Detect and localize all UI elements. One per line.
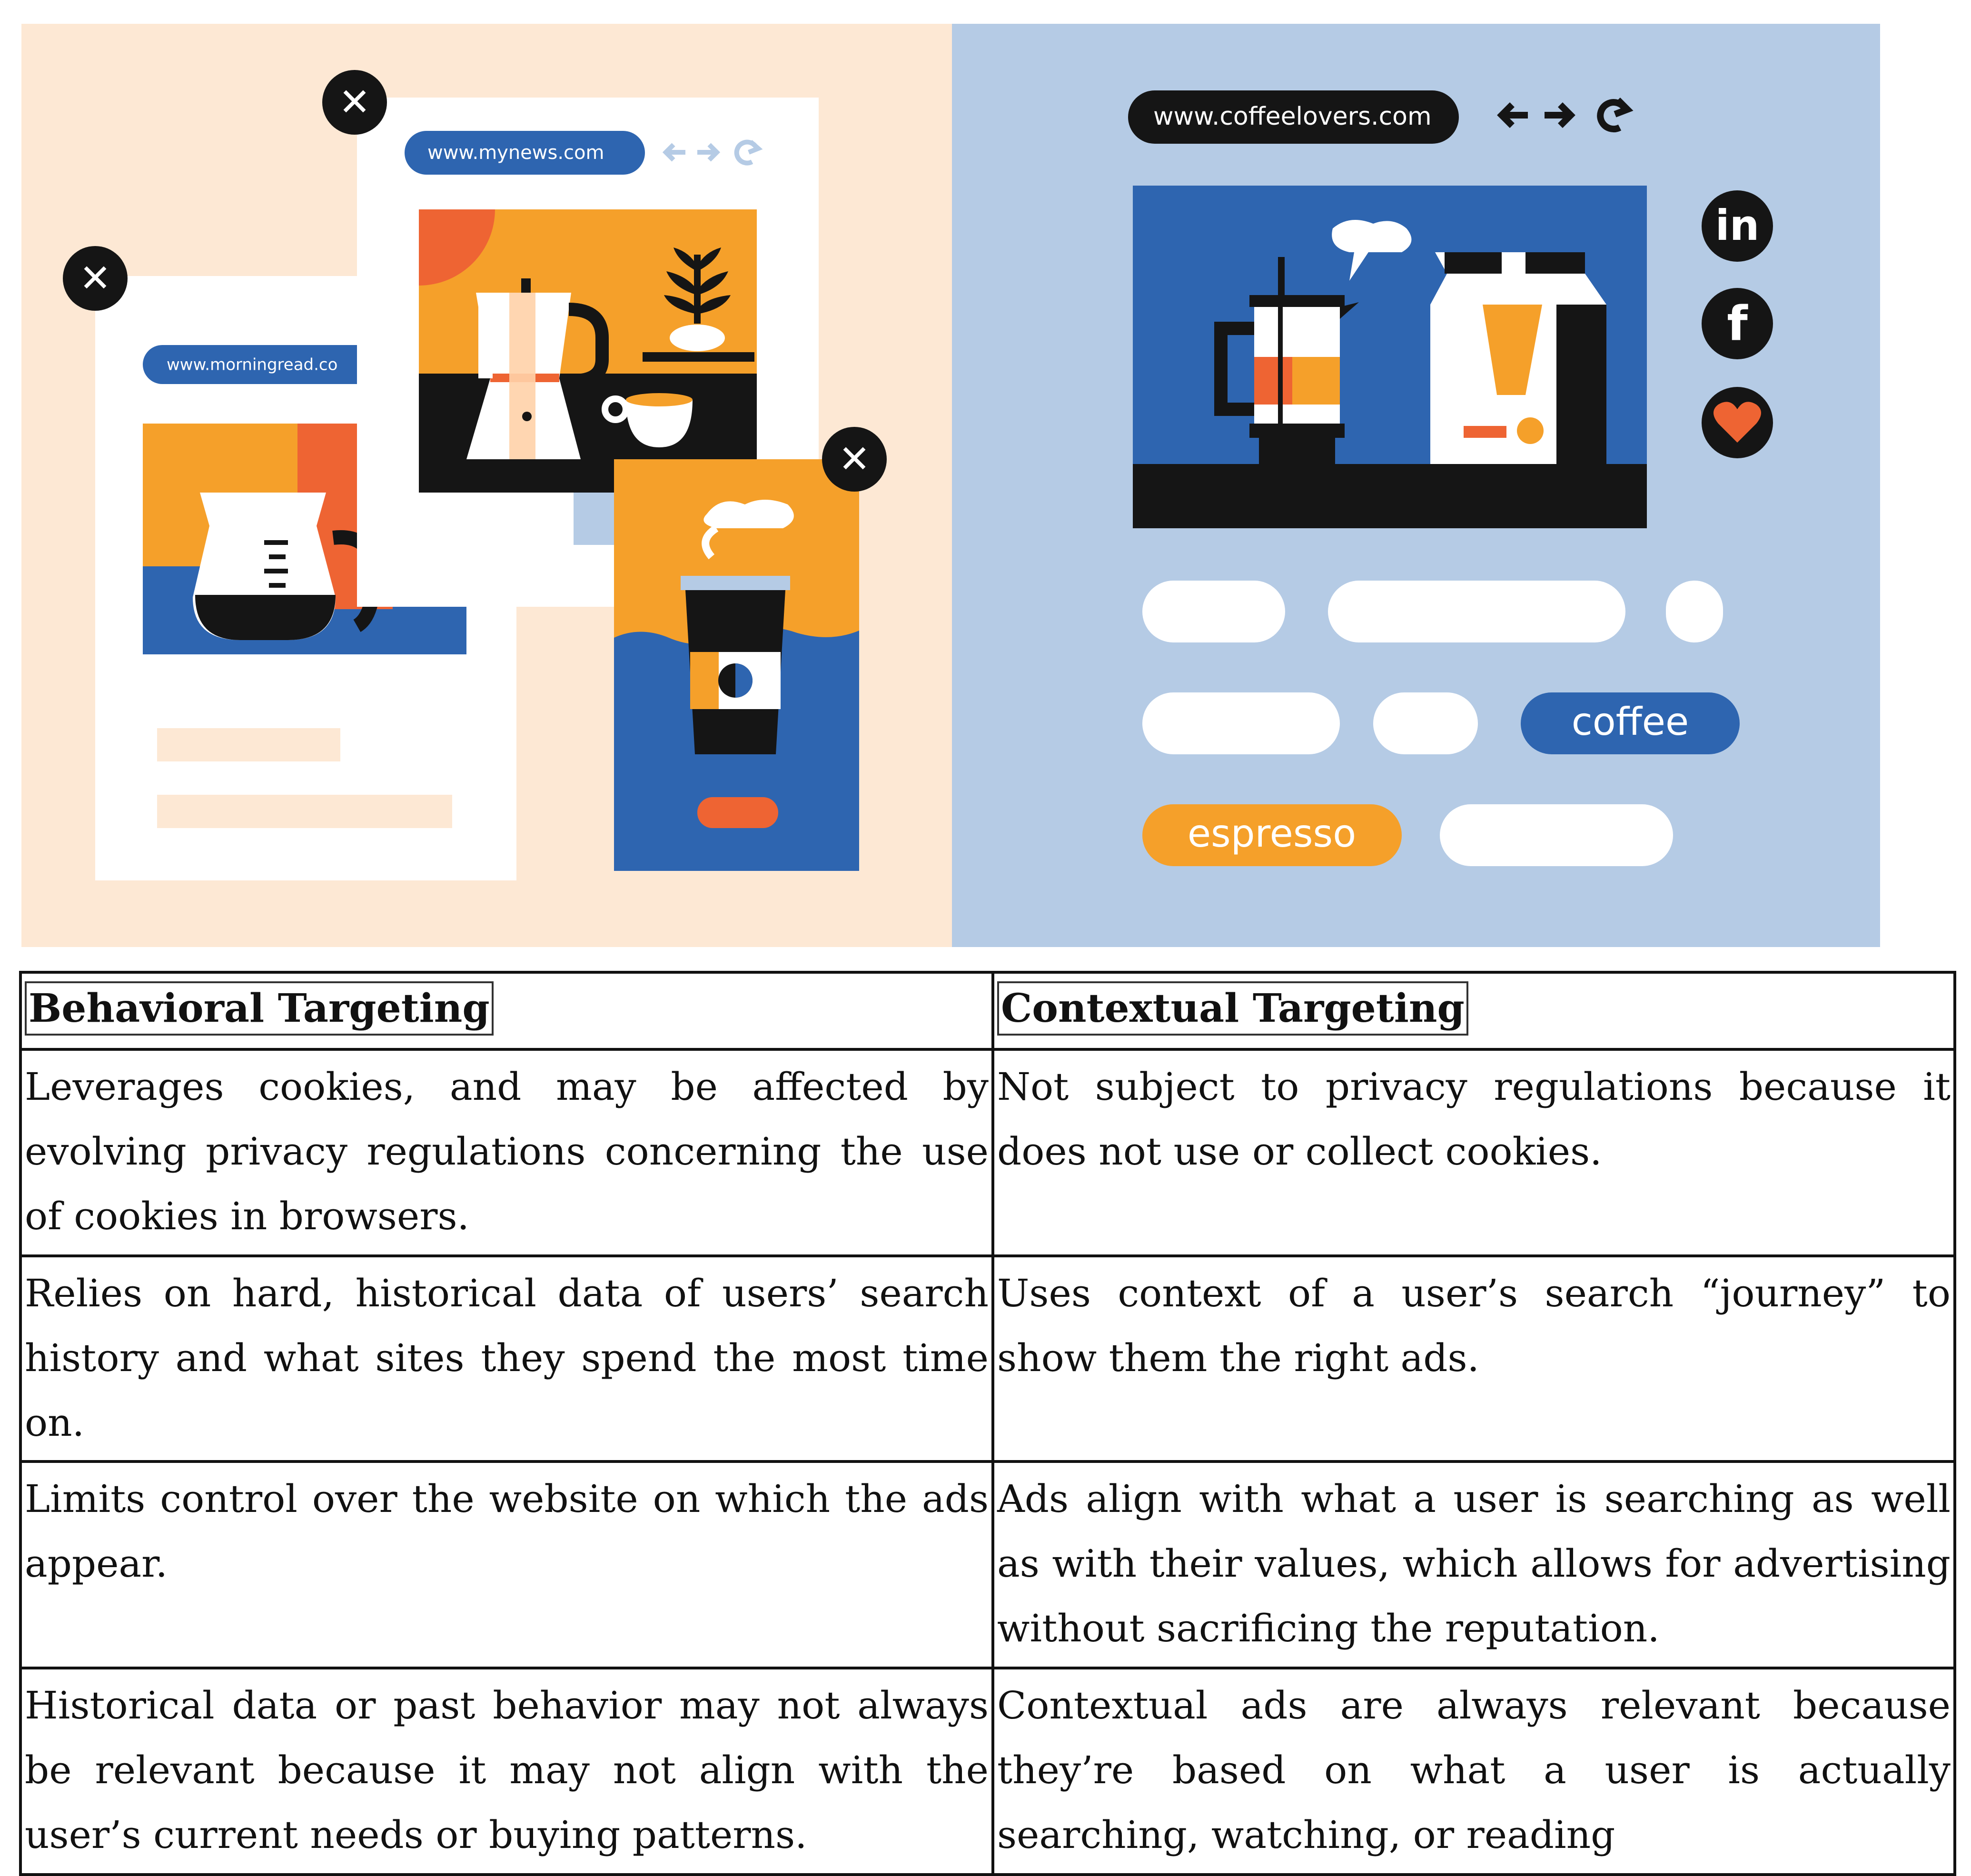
close-glyph: ✕ [838, 436, 871, 481]
header-cell-behavioral [20, 972, 993, 1049]
keyword-pill-blank [1142, 581, 1285, 642]
url-text: www.mynews.com [427, 142, 604, 164]
contextual-cell: Contextual ads are always relevant because they’re based on what a user is actually searching, watching, or reading [993, 1668, 1955, 1875]
keyword-espresso: espresso [1187, 811, 1357, 856]
table-row [20, 1256, 1955, 1461]
keyword-pill-espresso[interactable] [1142, 804, 1402, 866]
header-contextual: Contextual Targeting [997, 981, 1468, 1036]
keyword-pill-blank [1440, 804, 1673, 866]
keyword-pill-coffee[interactable] [1521, 692, 1740, 754]
behavioral-cell: Historical data or past behavior may not always be relevant because it may not align with the user’s current needs or buying patterns. [20, 1668, 993, 1875]
keyword-pill-blank [1373, 692, 1478, 754]
table-header-row [20, 972, 1955, 1049]
behavioral-cell: Limits control over the website on which the ads appear. [20, 1461, 993, 1668]
keyword-coffee: coffee [1571, 699, 1689, 744]
contextual-panel [952, 24, 1880, 947]
coffee-bag-icon [1430, 252, 1606, 464]
comparison-table [19, 971, 1956, 1876]
table-row [20, 1668, 1955, 1875]
contextual-cell: Ads align with what a user is searching as well as with their values, which allows for advertising without sacrificing the reputation. [993, 1461, 1955, 1668]
targeting-illustration [21, 24, 1880, 947]
close-glyph: ✕ [79, 256, 111, 300]
keyword-pill-blank [1328, 581, 1625, 642]
table-row [20, 1049, 1955, 1256]
facebook-label: f [1727, 296, 1748, 352]
keyword-pill-blank [1666, 581, 1723, 642]
keyword-pill-blank [1142, 692, 1340, 754]
header-behavioral: Behavioral Targeting [25, 981, 494, 1036]
browser-window-togo [614, 459, 859, 871]
contextual-cell: Uses context of a user’s search “journey” to show them the right ads. [993, 1256, 1955, 1461]
behavioral-cell: Leverages cookies, and may be affected by evolving privacy regulations concerning the use of cookies in browsers. [20, 1049, 993, 1256]
coffee-product-image [1133, 186, 1647, 528]
behavioral-panel [21, 24, 952, 947]
linkedin-label: in [1715, 200, 1760, 250]
behavioral-cell: Relies on hard, historical data of users’ search history and what sites they spend the most time on. [20, 1256, 993, 1461]
table-row [20, 1461, 1955, 1668]
header-cell-contextual [993, 972, 1955, 1049]
contextual-cell: Not subject to privacy regulations because it does not use or collect cookies. [993, 1049, 1955, 1256]
takeaway-cup-icon [681, 576, 790, 754]
url-text: www.morningread.co [167, 355, 338, 375]
close-glyph: ✕ [338, 79, 371, 124]
url-text: www.coffeelovers.com [1153, 102, 1432, 131]
